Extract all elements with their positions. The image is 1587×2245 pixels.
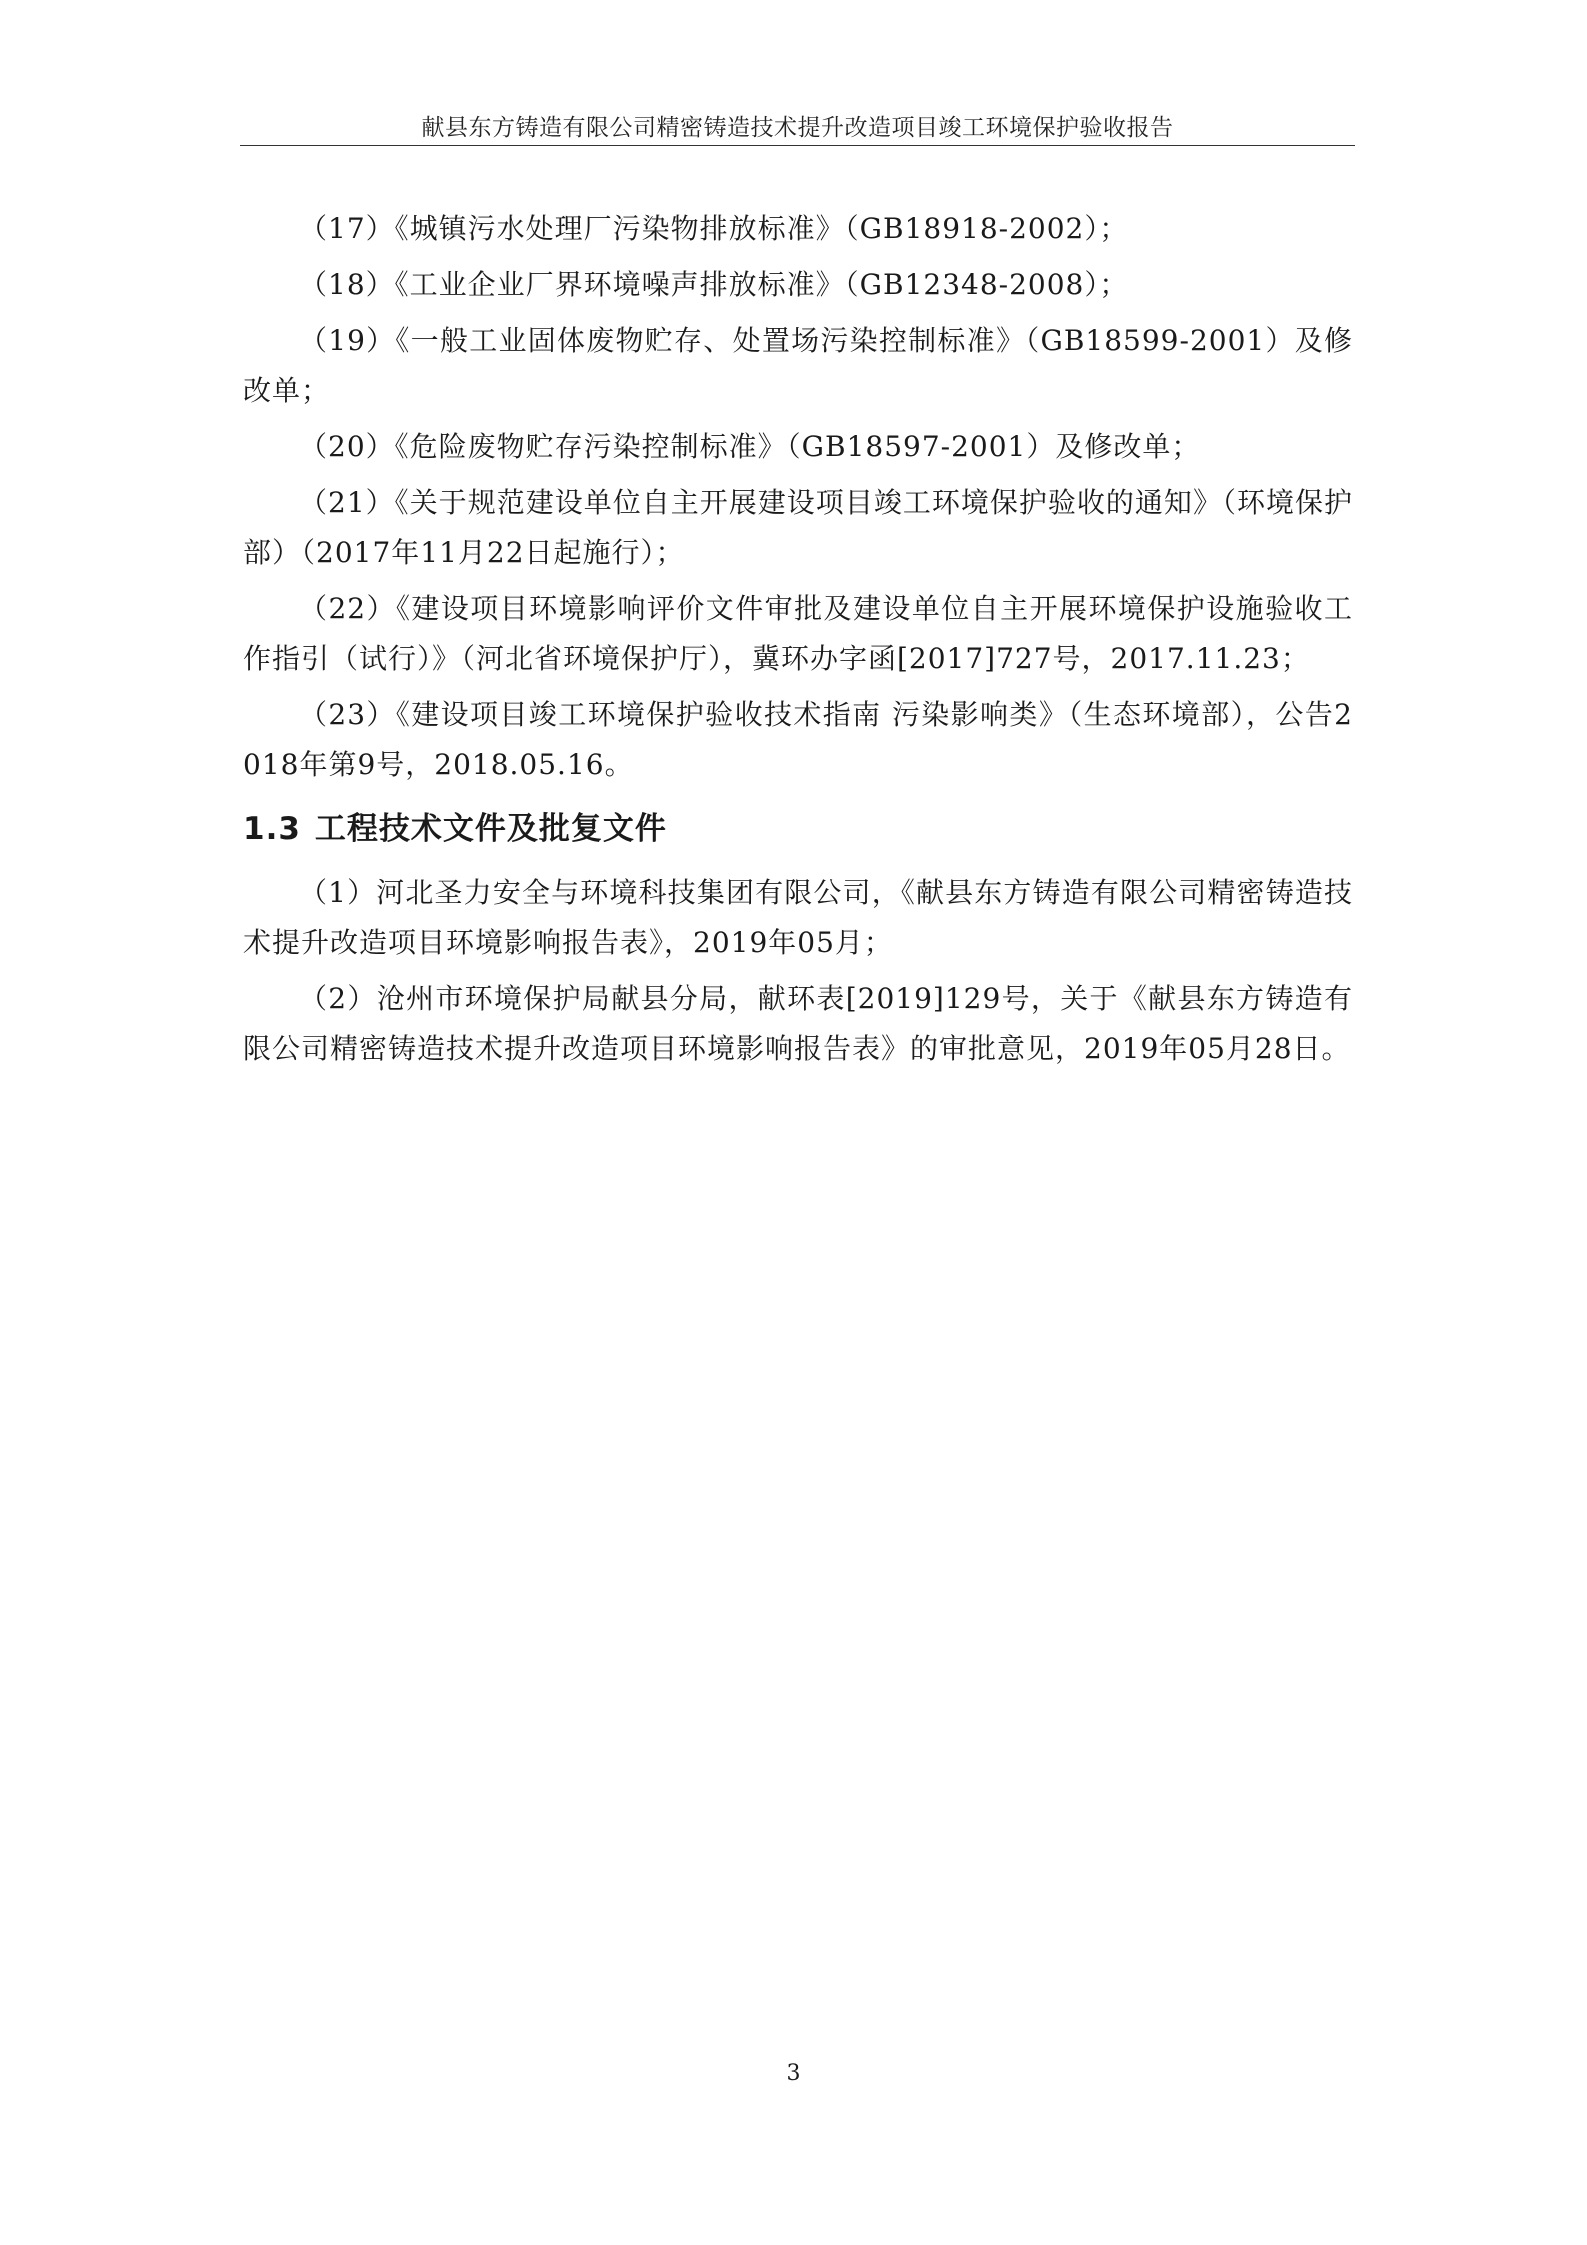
section-item-1: （1）河北圣力安全与环境科技集团有限公司，《献县东方铸造有限公司精密铸造技术提升改造项目环境影响报告表》，2019年05月；	[243, 876, 1353, 959]
section-title: 工程技术文件及批复文件	[314, 811, 667, 847]
reference-item-18: （18）《工业企业厂界环境噪声排放标准》（GB12348-2008）；	[299, 268, 1129, 301]
page-header-title: 献县东方铸造有限公司精密铸造技术提升改造项目竣工环境保护验收报告	[421, 115, 1174, 141]
page-content	[243, 204, 1353, 1080]
page-number: 3	[786, 2061, 801, 2086]
reference-item-19: （19）《一般工业固体废物贮存、处置场污染控制标准》（GB18599-2001）及修改单；	[243, 324, 1353, 407]
reference-item-21: （21）《关于规范建设单位自主开展建设项目竣工环境保护验收的通知》（环境保护部）（2017年11月22日起施行）；	[243, 486, 1353, 569]
section-number: 1.3	[243, 811, 301, 847]
reference-item-23: （23）《建设项目竣工环境保护验收技术指南 污染影响类》（生态环境部），公告2018年第9号，2018.05.16。	[243, 698, 1353, 781]
reference-item-17: （17）《城镇污水处理厂污染物排放标准》（GB18918-2002）；	[299, 212, 1129, 245]
section-heading	[243, 804, 1353, 854]
section-item-2: （2）沧州市环境保护局献县分局，献环表[2019]129号，关于《献县东方铸造有限公司精密铸造技术提升改造项目环境影响报告表》的审批意见，2019年05月28日。	[243, 982, 1353, 1065]
reference-item-22: （22）《建设项目环境影响评价文件审批及建设单位自主开展环境保护设施验收工作指引（试行）》（河北省环境保护厅），冀环办字函[2017]727号，2017.11.23；	[243, 592, 1353, 675]
reference-item-20: （20）《危险废物贮存污染控制标准》（GB18597-2001）及修改单；	[299, 430, 1201, 463]
header-divider	[240, 145, 1355, 146]
